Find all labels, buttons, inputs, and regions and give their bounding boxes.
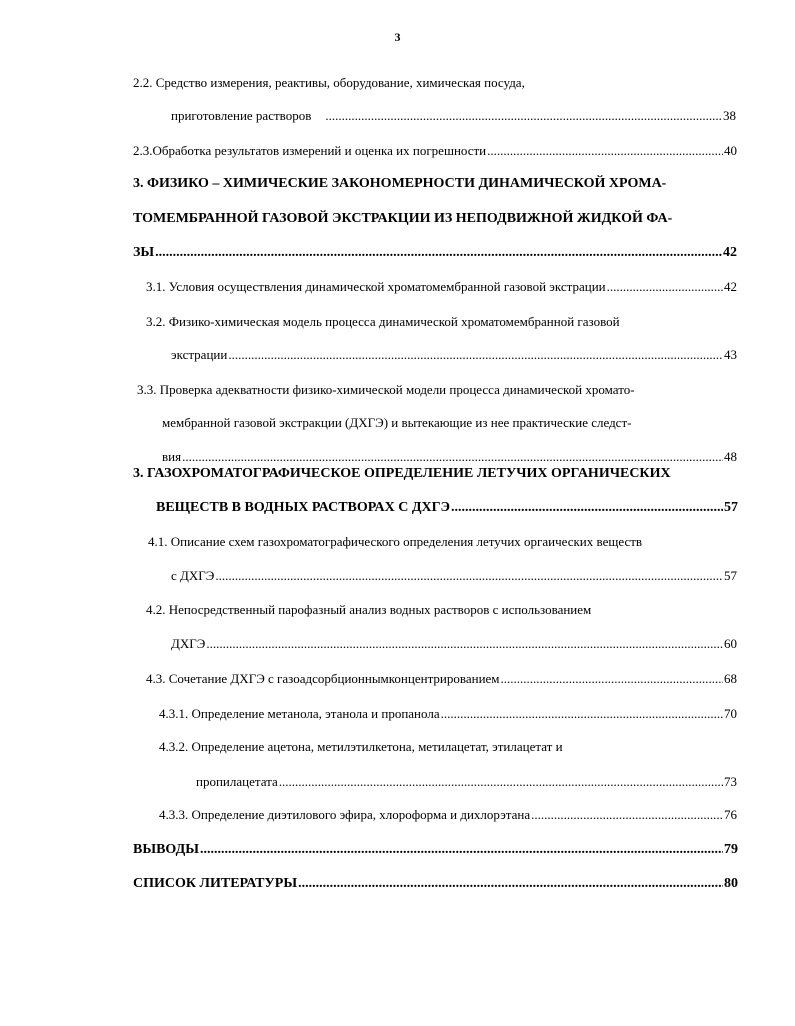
leader-dots	[325, 107, 722, 125]
toc-entry-2-3-title: 2.3.Обработка результатов измерений и оценка их погрешности	[133, 143, 487, 158]
toc-entry-4-3-2	[196, 773, 737, 791]
toc-chapter-4-line2: ВЕЩЕСТВ В ВОДНЫХ РАСТВОРАХ С ДХГЭ	[156, 500, 451, 515]
toc-conclusions-page: 79	[724, 842, 738, 857]
toc-chapter-4-page: 57	[724, 500, 738, 515]
toc-entry-3-2-line1: 3.2. Физико-химическая модель процесса динамической хроматомембранной газовой	[146, 314, 620, 329]
toc-entry-3-1-title: 3.1. Условия осуществления динамической хроматомембранной газовой экстрации	[146, 279, 606, 294]
toc-entry-4-3	[146, 670, 737, 688]
toc-chapter-3-line3: ЗЫ	[133, 245, 155, 260]
leader-dots	[279, 773, 723, 791]
toc-entry-4-3-2-page: 73	[724, 774, 737, 789]
toc-entry-3-3	[162, 448, 737, 466]
page-number: 3	[394, 30, 401, 44]
toc-chapter-3-line1: 3. ФИЗИКО – ХИМИЧЕСКИЕ ЗАКОНОМЕРНОСТИ ДИНАМИЧЕСКОЙ ХРОМА-	[133, 176, 667, 191]
toc-chapter-4-line1: 3. ГАЗОХРОМАТОГРАФИЧЕСКОЕ ОПРЕДЕЛЕНИЕ ЛЕТУЧИХ ОРГАНИЧЕСКИХ	[133, 466, 671, 481]
toc-entry-2-2	[171, 107, 736, 125]
toc-entry-3-3-title: вия	[162, 449, 182, 464]
toc-entry-4-3-title: 4.3. Сочетание ДХГЭ с газоадсорбционнымконцентрированием	[146, 671, 500, 686]
toc-entry-2-2-line1: 2.2. Средство измерения, реактивы, оборудование, химическая посуда,	[133, 75, 525, 90]
toc-entry-4-3-3-page: 76	[724, 807, 737, 822]
toc-references-page: 80	[724, 876, 738, 891]
toc-entry-4-3-2-line1: 4.3.2. Определение ацетона, метилэтилкетона, метилацетат, этилацетат и	[159, 739, 563, 754]
leader-dots	[206, 635, 723, 653]
leader-dots	[501, 670, 723, 688]
leader-dots	[451, 499, 723, 517]
leader-dots	[215, 567, 723, 585]
leader-dots	[607, 278, 723, 296]
toc-entry-2-2-page: 38	[723, 108, 736, 123]
leader-dots	[441, 705, 723, 723]
leader-dots	[298, 875, 723, 893]
toc-entry-4-3-2-title: пропилацетата	[196, 774, 278, 789]
toc-entry-2-3	[133, 142, 737, 160]
toc-references-title: СПИСОК ЛИТЕРАТУРЫ	[133, 876, 298, 891]
toc-entry-3-3-line2: мембранной газовой экстракции (ДХГЭ) и вытекающие из нее практические следст-	[162, 415, 632, 430]
toc-entry-2-3-page: 40	[724, 143, 737, 158]
toc-entry-3-1	[146, 278, 737, 296]
toc-chapter-4	[156, 499, 738, 517]
toc-chapter-3-page: 42	[723, 245, 737, 260]
toc-chapter-3-line2: ТОМЕМБРАННОЙ ГАЗОВОЙ ЭКСТРАКЦИИ ИЗ НЕПОДВИЖНОЙ ЖИДКОЙ ФА-	[133, 211, 673, 226]
toc-entry-3-2-page: 43	[724, 347, 737, 362]
toc-entry-2-2-title: приготовление растворов	[171, 108, 312, 123]
leader-dots	[200, 841, 723, 859]
toc-chapter-3	[133, 244, 737, 262]
toc-entry-4-3-1-page: 70	[724, 706, 737, 721]
toc-entry-4-1-line1: 4.1. Описание схем газохроматографического определения летучих оргаических веществ	[148, 534, 643, 549]
toc-references	[133, 875, 738, 893]
toc-conclusions-title: ВЫВОДЫ	[133, 842, 199, 857]
toc-entry-4-1	[171, 567, 737, 585]
toc-entry-4-3-1-title: 4.3.1. Определение метанола, этанола и пропанола	[159, 706, 440, 721]
toc-entry-4-2-line1: 4.2. Непосредственный парофазный анализ водных растворов с использованием	[146, 602, 592, 617]
toc-entry-4-1-page: 57	[724, 568, 737, 583]
leader-dots	[228, 346, 723, 364]
leader-dots	[487, 142, 723, 160]
toc-entry-4-3-page: 68	[724, 671, 737, 686]
toc-entry-3-2	[171, 346, 737, 364]
leader-dots	[182, 448, 723, 466]
toc-entry-4-3-1	[159, 705, 737, 723]
leader-dots	[531, 806, 723, 824]
leader-dots	[155, 244, 722, 262]
toc-entry-3-2-title: экстрации	[171, 347, 228, 362]
toc-entry-3-3-line1: 3.3. Проверка адекватности физико-химической модели процесса динамической хромато-	[137, 382, 635, 397]
toc-entry-4-3-3	[159, 806, 737, 824]
toc-entry-4-2-title: ДХГЭ	[171, 636, 206, 651]
toc-entry-4-3-3-title: 4.3.3. Определение диэтилового эфира, хлороформа и дихлорэтана	[159, 807, 531, 822]
toc-conclusions	[133, 841, 738, 859]
toc-entry-4-2	[171, 635, 737, 653]
toc-entry-3-3-page: 48	[724, 449, 737, 464]
toc-entry-4-2-page: 60	[724, 636, 737, 651]
toc-entry-4-1-title: с ДХГЭ	[171, 568, 215, 583]
toc-entry-3-1-page: 42	[724, 279, 737, 294]
